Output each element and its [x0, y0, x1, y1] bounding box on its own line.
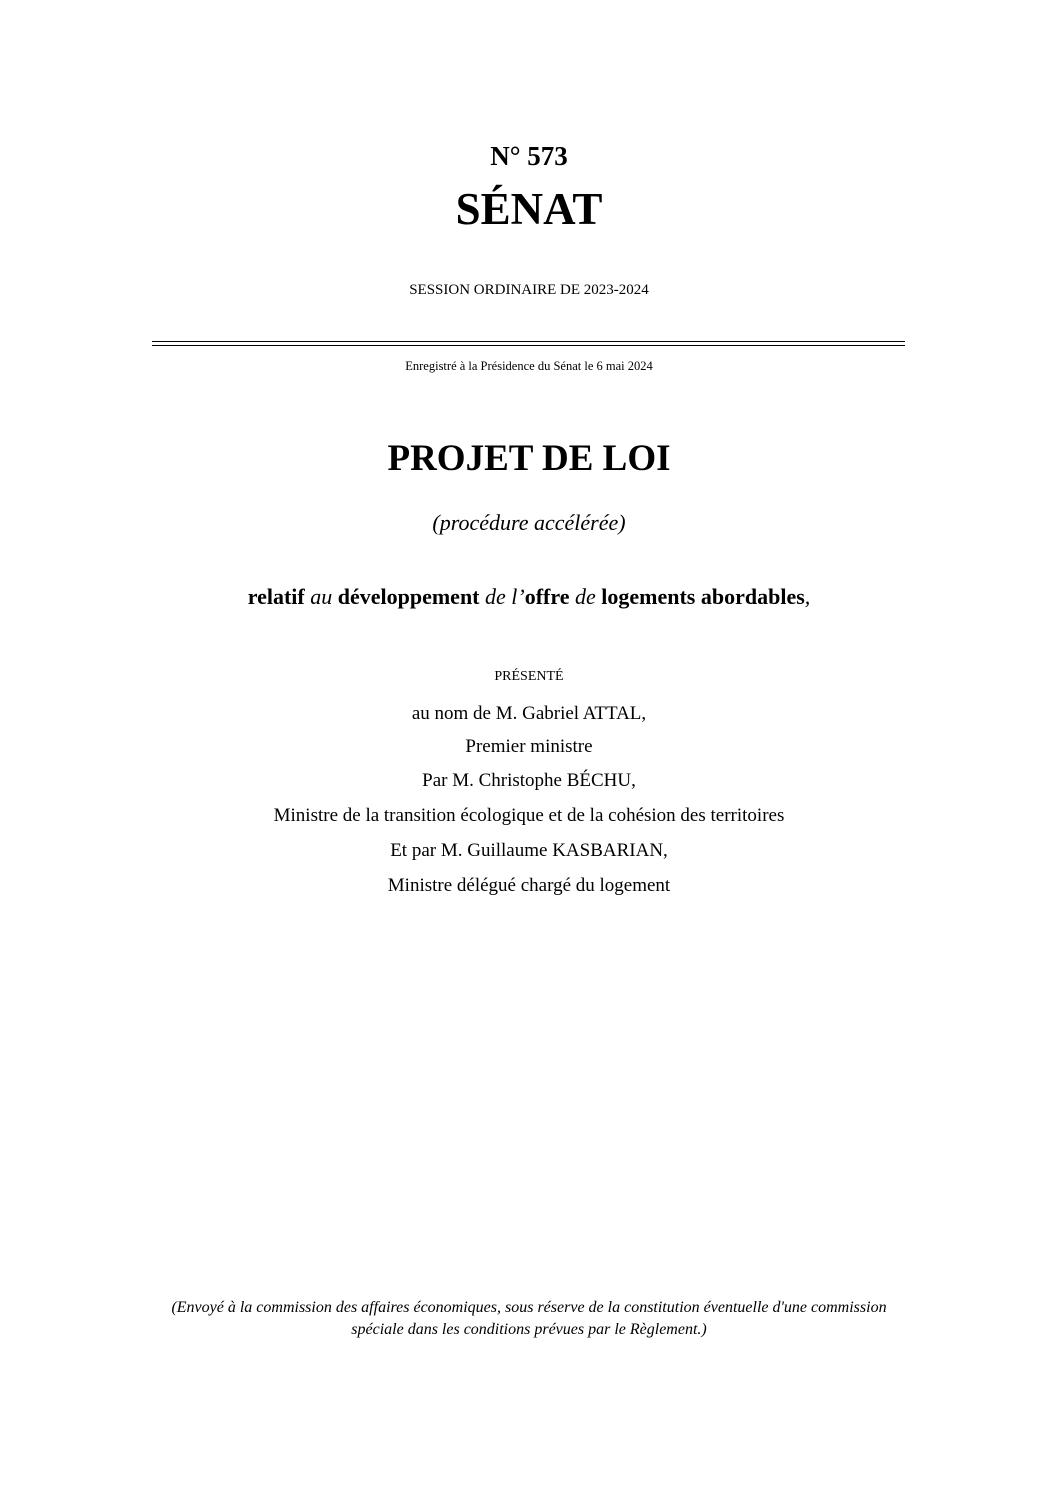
presented-heading: PRÉSENTÉ — [494, 669, 564, 684]
chamber-title: SÉNAT — [455, 184, 603, 234]
referral-note-line: spéciale dans les conditions prévues par le Règlement.) — [351, 1321, 707, 1338]
subject-connector: de l’ — [479, 584, 525, 609]
double-rule-bottom — [152, 345, 905, 346]
referral-note-line: (Envoyé à la commission des affaires économiques, sous réserve de la constitution éventuelle d'une commission — [171, 1299, 887, 1316]
signatory-line: Premier ministre — [465, 736, 593, 757]
subject-word: relatif — [247, 584, 305, 609]
signatory-line: Et par M. Guillaume KASBARIAN, — [390, 840, 668, 861]
subject-word: développement — [337, 584, 480, 609]
subject-word: logements abordables — [601, 584, 805, 609]
signatory-line: Par M. Christophe BÉCHU, — [422, 770, 636, 791]
bill-subject — [0, 582, 1058, 612]
procedure-label: (procédure accélérée) — [432, 510, 626, 535]
session-label: SESSION ORDINAIRE DE 2023-2024 — [409, 282, 649, 298]
bill-type-title: PROJET DE LOI — [387, 438, 671, 479]
subject-connector: au — [304, 584, 338, 609]
double-rule-top — [152, 341, 905, 342]
subject-word: offre — [524, 584, 570, 609]
subject-connector: de — [569, 584, 602, 609]
signatory-line: Ministre délégué chargé du logement — [387, 875, 671, 896]
registration-date: Enregistré à la Présidence du Sénat le 6 mai 2024 — [405, 359, 653, 373]
document-number: N° 573 — [490, 141, 568, 171]
signatory-line: au nom de M. Gabriel ATTAL, — [411, 703, 647, 724]
referral-note — [0, 1297, 1058, 1341]
signatory-line: Ministre de la transition écologique et de la cohésion des territoires — [273, 805, 785, 826]
subject-connector: , — [804, 584, 811, 609]
